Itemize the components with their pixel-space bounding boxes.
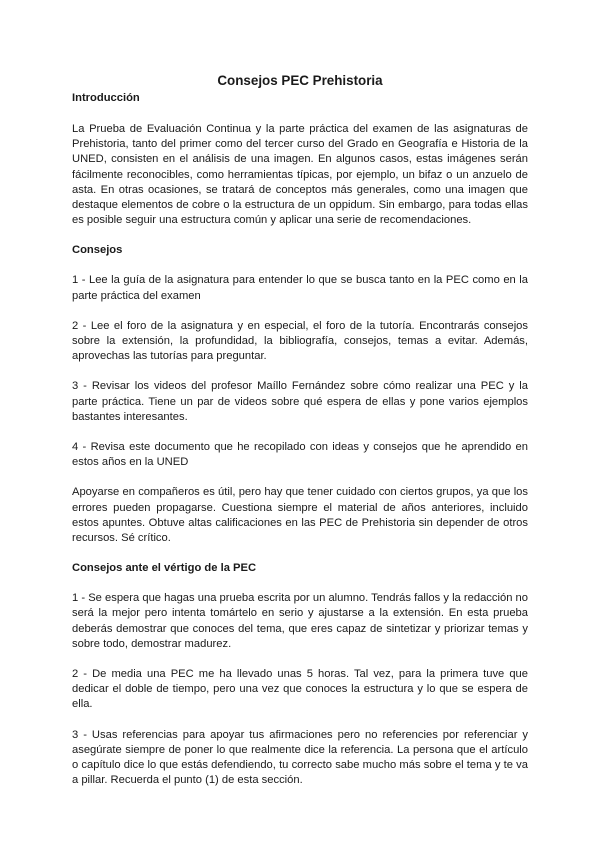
consejo-item-4: 4 - Revisa este documento que he recopilado con ideas y consejos que he aprendido en estos años en la UNED [72,441,528,469]
spacer [72,106,528,122]
spacer [72,470,528,485]
consejo-item-1: 1 - Lee la guía de la asignatura para entender lo que se busca tanto en la PEC como en la parte práctica del examen [72,274,528,302]
spacer [72,546,528,561]
section-heading-introduccion: Introducción [72,92,140,104]
spacer [72,304,528,319]
spacer [72,228,528,243]
spacer [72,364,528,379]
vertigo-item-3: 3 - Usas referencias para apoyar tus afirmaciones pero no referencies por referenciar y asegúrate siempre de poner lo que realmente dice la referencia. La persona que el artículo o capítulo dice lo que estás defendiendo, tu correcto sabe mucho más sobre el tema y te va a pillar. Recuerda el punto (1) de esta sección. [72,728,528,787]
consejo-item-3: 3 - Revisar los videos del profesor Maíllo Fernández sobre cómo realizar una PEC y la parte práctica. Tiene un par de videos sobre qué espera de ellas y pone varios ejemplos bastantes interesantes. [72,380,528,423]
spacer [72,713,528,728]
spacer [72,258,528,273]
vertigo-item-1: 1 - Se espera que hagas una prueba escrita por un alumno. Tendrás fallos y la redacción no será la mejor pero intenta tomártelo en serio y ajustarse a la extensión. En esta prueba deberás demostrar que conoces del tema, que eres capaz de sintetizar y priorizar temas y sobre todo, demostrar madurez. [72,592,528,650]
vertigo-item-2: 2 - De media una PEC me ha llevado unas 5 horas. Tal vez, para la primera tuve que dedicar el doble de tiempo, pero una vez que conoces la estructura y lo que se espera de ella. [72,668,528,711]
intro-paragraph: La Prueba de Evaluación Continua y la parte práctica del examen de las asignaturas de Prehistoria, tanto del primer como del tercer curso del Grado en Geografía e Historia de la UNED, consisten en el análisis de una imagen. En algunos casos, estas imágenes serán fácilmente reconocibles, como herramientas típicas, por ejemplo, un bifaz o un anzuelo de asta. En otras ocasiones, se tratará de conceptos más generales, como una imagen que destaque elementos de cobre o la estructura de un oppidum. Sin embargo, para todas ellas es posible seguir una estructura común y aplicar una serie de recomendaciones. [72,123,528,227]
spacer [72,576,528,591]
consejo-item-2: 2 - Lee el foro de la asignatura y en especial, el foro de la tutoría. Encontrarás consejos sobre la extensión, la profundidad, la bibliografía, consejos, temas a evitar. Además, aprovechas las tutorías para preguntar. [72,319,528,363]
consejos-note: Apoyarse en compañeros es útil, pero hay que tener cuidado con ciertos grupos, ya que los errores pueden propagarse. Cuestiona siempre el material de años anteriores, incluido estos apuntes. Obtuve altas calificaciones en las PEC de Prehistoria sin depender de otros recursos. Sé crítico. [72,486,528,545]
section-heading-consejos: Consejos [72,244,123,257]
section-heading-vertigo: Consejos ante el vértigo de la PEC [72,562,257,575]
spacer [72,652,528,667]
spacer [72,425,528,440]
page-title: Consejos PEC Prehistoria [217,73,383,88]
